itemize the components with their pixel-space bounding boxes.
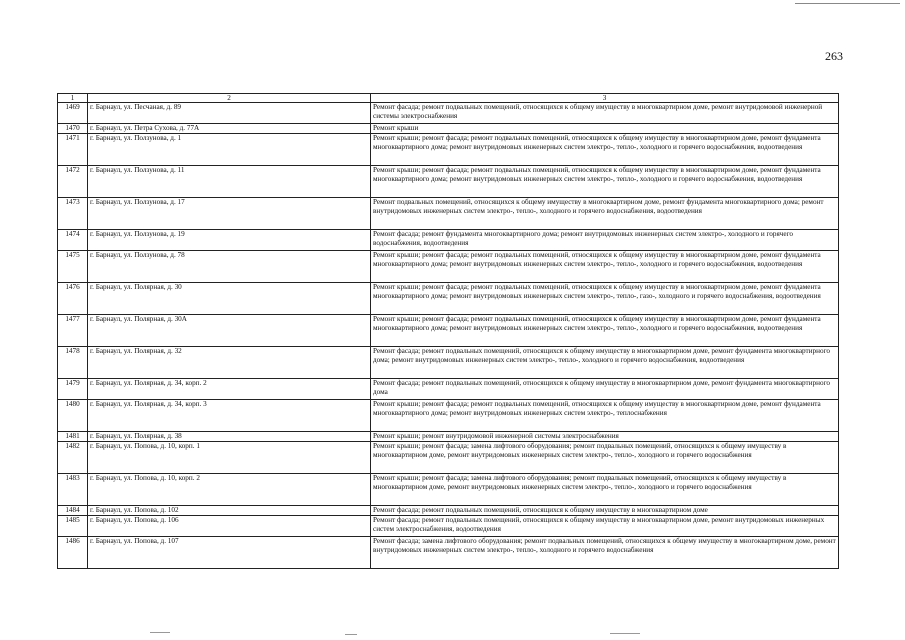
row-number-cell: 1477 [58,315,88,347]
address-cell: г. Барнаул, ул. Полярная, д. 32 [88,347,371,379]
scan-artifact [345,634,357,635]
address-cell: г. Барнаул, ул. Полярная, д. 30 [88,283,371,315]
works-cell: Ремонт крыши; ремонт фасада; ремонт подвальных помещений, относящихся к общему имуществу в многоквартирном доме, ремонт фундамента многоквартирного дома; ремонт внутридомовых инженерных систем электро-, тепло-, холодного и горячего водоснабжения, водоотведения [371,315,839,347]
row-number-cell: 1476 [58,283,88,315]
row-number-cell: 1470 [58,124,88,134]
scan-artifact [610,633,640,634]
row-number-cell: 1485 [58,516,88,537]
address-cell: г. Барнаул, ул. Полярная, д. 30А [88,315,371,347]
table-row [58,124,839,134]
address-cell: г. Барнаул, ул. Ползунова, д. 19 [88,230,371,251]
works-cell: Ремонт крыши [371,124,839,134]
table-row [58,251,839,283]
works-cell: Ремонт крыши; ремонт фасада; замена лифтового оборудования; ремонт подвальных помещений, относящихся к общему имуществу в многоквартирном доме, ремонт внутридомовых инженерных систем электро-, тепло-, холодного и горячего водоснабжения [371,442,839,474]
works-cell: Ремонт крыши; ремонт фасада; ремонт подвальных помещений, относящихся к общему имуществу в многоквартирном доме, ремонт фундамента многоквартирного дома; ремонт внутридомовых инженерных систем электро-, тепло-, холодного и горячего водоснабжения, водоотведения [371,134,839,166]
works-cell: Ремонт подвальных помещений, относящихся к общему имуществу в многоквартирном доме, ремонт фундамента многоквартирного дома; ремонт внутридомовых инженерных систем электро-, тепло-, холодного и горячего водоснабжения, водоотведения [371,198,839,230]
row-number-cell: 1483 [58,474,88,506]
works-cell: Ремонт фасада; ремонт фундамента многоквартирного дома; ремонт внутридомовых инженерных систем электро-, холодного и горячего водоснабжения, водоотведения [371,230,839,251]
table-row [58,230,839,251]
table-row [58,198,839,230]
row-number-cell: 1473 [58,198,88,230]
address-cell: г. Барнаул, ул. Попова, д. 10, корп. 2 [88,474,371,506]
row-number-cell: 1469 [58,103,88,124]
table-row [58,134,839,166]
header-row [58,94,839,103]
works-cell: Ремонт фасада; замена лифтового оборудования; ремонт подвальных помещений, относящихся к общему имуществу в многоквартирном доме, ремонт внутридомовых инженерных систем электро-, тепло-, холодного и горячего водоснабжения [371,537,839,569]
table-row [58,315,839,347]
scan-artifact [150,632,170,633]
row-number-cell: 1471 [58,134,88,166]
address-cell: г. Барнаул, ул. Ползунова, д. 11 [88,166,371,198]
table-row [58,432,839,442]
row-number-cell: 1486 [58,537,88,569]
address-cell: г. Барнаул, ул. Песчаная, д. 89 [88,103,371,124]
table-row [58,379,839,400]
column-header-number: 1 [58,94,88,103]
works-cell: Ремонт фасада; ремонт подвальных помещений, относящихся к общему имуществу в многоквартирном доме, ремонт внутридомовой инженерной системы электроснабжения [371,103,839,124]
works-cell: Ремонт крыши; ремонт фасада; ремонт подвальных помещений, относящихся к общему имуществу в многоквартирном доме, ремонт фундамента многоквартирного дома; ремонт внутридомовых инженерных систем электро-, тепло-, холодного и горячего водоснабжения, водоотведения [371,251,839,283]
address-cell: г. Барнаул, ул. Попова, д. 102 [88,506,371,516]
row-number-cell: 1480 [58,400,88,432]
table-row [58,442,839,474]
address-cell: г. Барнаул, ул. Попова, д. 10, корп. 1 [88,442,371,474]
works-cell: Ремонт фасада; ремонт подвальных помещений, относящихся к общему имуществу в многоквартирном доме, ремонт фундамента многоквартирного дома [371,379,839,400]
table-row [58,516,839,537]
address-cell: г. Барнаул, ул. Ползунова, д. 78 [88,251,371,283]
table-row [58,537,839,569]
works-cell: Ремонт фасада; ремонт подвальных помещений, относящихся к общему имуществу в многоквартирном доме, ремонт внутридомовых инженерных систем электроснабжения, водоотведения [371,516,839,537]
works-cell: Ремонт крыши; ремонт фасада; ремонт подвальных помещений, относящихся к общему имуществу в многоквартирном доме, ремонт фундамента многоквартирного дома; ремонт внутридомовых инженерных систем электро-, теплоснабжения [371,400,839,432]
table-row [58,400,839,432]
table-row [58,347,839,379]
works-cell: Ремонт крыши; ремонт фасада; ремонт подвальных помещений, относящихся к общему имуществу в многоквартирном доме, ремонт фундамента многоквартирного дома; ремонт внутридомовых инженерных систем электро-, тепло-, газо-, холодного и горячего водоснабжения, водоотведения [371,283,839,315]
works-cell: Ремонт крыши; ремонт внутридомовой инженерной системы электроснабжения [371,432,839,442]
table-row [58,166,839,198]
row-number-cell: 1478 [58,347,88,379]
address-cell: г. Барнаул, ул. Ползунова, д. 1 [88,134,371,166]
address-cell: г. Барнаул, ул. Попова, д. 106 [88,516,371,537]
address-cell: г. Барнаул, ул. Полярная, д. 34, корп. 2 [88,379,371,400]
row-number-cell: 1474 [58,230,88,251]
works-cell: Ремонт крыши; ремонт фасада; замена лифтового оборудования; ремонт подвальных помещений, относящихся к общему имуществу в многоквартирном доме, ремонт внутридомовых инженерных систем электро-, тепло-, холодного и горячего водоснабжения [371,474,839,506]
address-cell: г. Барнаул, ул. Попова, д. 107 [88,537,371,569]
column-header-works: 3 [371,94,839,103]
row-number-cell: 1479 [58,379,88,400]
address-cell: г. Барнаул, ул. Петра Сухова, д. 77А [88,124,371,134]
table-row [58,474,839,506]
row-number-cell: 1472 [58,166,88,198]
repair-register-table [57,93,839,569]
row-number-cell: 1475 [58,251,88,283]
column-header-address: 2 [88,94,371,103]
address-cell: г. Барнаул, ул. Полярная, д. 34, корп. 3 [88,400,371,432]
scan-top-rule [795,3,900,4]
page-number: 263 [825,49,843,63]
table-row [58,283,839,315]
works-cell: Ремонт фасада; ремонт подвальных помещений, относящихся к общему имуществу в многоквартирном доме [371,506,839,516]
row-number-cell: 1484 [58,506,88,516]
table-row [58,103,839,124]
works-cell: Ремонт крыши; ремонт фасада; ремонт подвальных помещений, относящихся к общему имуществу в многоквартирном доме, ремонт фундамента многоквартирного дома; ремонт внутридомовых инженерных систем электро-, тепло-, холодного и горячего водоснабжения, водоотведения [371,166,839,198]
works-cell: Ремонт фасада; ремонт подвальных помещений, относящихся к общему имуществу в многоквартирном доме, ремонт фундамента многоквартирного дома; ремонт внутридомовых инженерных систем электро-, тепло-, холодного и горячего водоснабжения, водоотведения [371,347,839,379]
row-number-cell: 1482 [58,442,88,474]
address-cell: г. Барнаул, ул. Ползунова, д. 17 [88,198,371,230]
address-cell: г. Барнаул, ул. Полярная, д. 38 [88,432,371,442]
row-number-cell: 1481 [58,432,88,442]
table-row [58,506,839,516]
